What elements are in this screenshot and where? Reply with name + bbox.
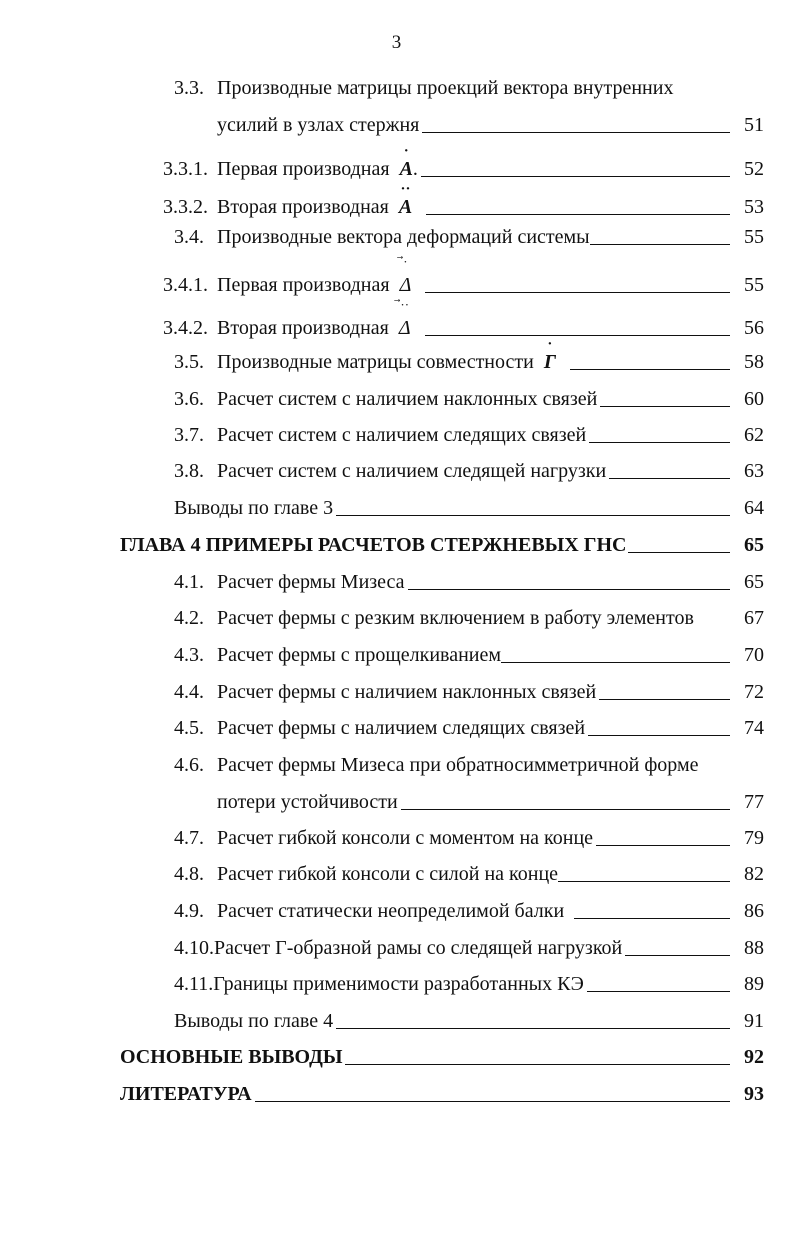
toc-entry-number: 3.4.2. xyxy=(163,317,208,339)
toc-page-number: 52 xyxy=(744,158,764,180)
toc-entry-title: Расчет фермы Мизеса xyxy=(217,571,405,593)
toc-entry-number: 4.5. xyxy=(174,717,204,739)
toc-entry-title: Выводы по главе 4 xyxy=(174,1010,334,1032)
toc-entry-main-conclusions[interactable] xyxy=(120,1045,764,1069)
toc-entry-number: 3.5. xyxy=(174,351,204,373)
toc-entry-number: 3.6. xyxy=(174,388,204,410)
toc-entry-title: Расчет фермы с резким включением в работу элементов xyxy=(217,607,694,629)
toc-page-number: 67 xyxy=(744,607,764,629)
toc-page-number: 64 xyxy=(744,497,764,519)
toc-page-number: 51 xyxy=(744,114,764,136)
toc-entry-4-10[interactable] xyxy=(174,936,764,960)
toc-chapter-title: ЛИТЕРАТУРА xyxy=(120,1083,252,1105)
toc-entry-literature[interactable] xyxy=(120,1082,764,1106)
dot-leader xyxy=(425,292,730,293)
toc-page-number: 70 xyxy=(744,644,764,666)
toc-entry-4-1[interactable] xyxy=(174,570,764,594)
toc-entry-3-3[interactable] xyxy=(174,76,764,100)
toc-page-number: 55 xyxy=(744,274,764,296)
derivative-symbol: ·· A xyxy=(398,181,413,218)
toc-entry-title: Вторая производная xyxy=(217,196,389,218)
toc-page-number: 56 xyxy=(744,317,764,339)
toc-entry-3-3-1[interactable] xyxy=(163,143,764,181)
toc-page-number: 77 xyxy=(744,791,764,813)
toc-entry-title: Расчет статически неопределимой балки xyxy=(217,900,565,922)
dot-leader xyxy=(609,478,730,479)
toc-page-number: 65 xyxy=(744,534,764,556)
toc-entry-title: Первая производная xyxy=(217,274,390,296)
derivative-symbol: · A xyxy=(399,143,413,180)
toc-entry-title: Расчет фермы с наличием следящих связей xyxy=(217,717,586,739)
toc-entry-4-4[interactable] xyxy=(174,680,764,704)
toc-entry-title: Расчет фермы с наличием наклонных связей xyxy=(217,681,597,703)
derivative-symbol: · Γ xyxy=(543,336,556,373)
toc-entry-suffix: . xyxy=(412,158,418,180)
toc-page-number: 74 xyxy=(744,717,764,739)
toc-entry-3-3-2[interactable] xyxy=(163,181,764,219)
toc-entry-3-8[interactable] xyxy=(174,459,764,483)
toc-entry-title: Вторая производная xyxy=(217,317,389,339)
toc-entry-title: Расчет систем с наличием следящих связей xyxy=(217,424,587,446)
toc-entry-4-7[interactable] xyxy=(174,826,764,850)
toc-page-number: 60 xyxy=(744,388,764,410)
toc-entry-number: 4.4. xyxy=(174,681,204,703)
toc-entry-4-2[interactable] xyxy=(174,606,764,630)
toc-entry-4-11[interactable] xyxy=(174,972,764,996)
toc-entry-title: Расчет систем с наличием наклонных связей xyxy=(217,388,598,410)
dot-leader xyxy=(588,735,730,736)
toc-entry-title: Производные матрицы проекций вектора внутренних xyxy=(217,77,674,99)
toc-page-number: 63 xyxy=(744,460,764,482)
toc-entry-3-4-1[interactable] xyxy=(163,254,764,297)
toc-entry-4-3[interactable] xyxy=(174,643,764,667)
toc-entry-title: Первая производная xyxy=(217,158,390,180)
toc-entry-chapter-4[interactable] xyxy=(120,533,764,557)
toc-entry-number: 3.3.2. xyxy=(163,196,208,218)
toc-entry-number: 4.6. xyxy=(174,754,204,776)
toc-entry-title: Расчет фермы Мизеса при обратносимметричной форме xyxy=(217,754,699,776)
toc-page-number: 65 xyxy=(744,571,764,593)
toc-entry-3-4[interactable] xyxy=(174,225,764,249)
toc-page-number: 82 xyxy=(744,863,764,885)
dot-leader xyxy=(628,552,730,553)
dot-leader xyxy=(589,442,730,443)
toc-entry-title: Расчет систем с наличием следящей нагрузки xyxy=(217,460,607,482)
dot-leader xyxy=(425,335,730,336)
toc-entry-3-3-continuation[interactable] xyxy=(217,113,764,137)
toc-entry-number: 3.4. xyxy=(174,226,204,248)
derivative-symbol: ⃗· Δ xyxy=(399,254,412,296)
toc-entry-number: 4.9. xyxy=(174,900,204,922)
dot-leader xyxy=(401,809,730,810)
toc-entry-title: Расчет гибкой консоли с силой на конце xyxy=(217,863,559,885)
dot-leader xyxy=(336,1028,730,1029)
toc-entry-number: 3.3. xyxy=(174,77,204,99)
toc-page-number: 92 xyxy=(744,1046,764,1068)
toc-page-number: 93 xyxy=(744,1083,764,1105)
toc-page-number: 53 xyxy=(744,196,764,218)
dot-leader xyxy=(596,845,730,846)
toc-entry-3-7[interactable] xyxy=(174,423,764,447)
toc-entry-3-4-2[interactable] xyxy=(163,297,764,340)
toc-entry-title: Границы применимости разработанных КЭ xyxy=(213,973,584,995)
toc-entry-title: Выводы по главе 3 xyxy=(174,497,334,519)
toc-entry-number: 3.3.1. xyxy=(163,158,208,180)
toc-page-number: 55 xyxy=(744,226,764,248)
toc-chapter-title: ОСНОВНЫЕ ВЫВОДЫ xyxy=(120,1046,343,1068)
dot-leader xyxy=(558,881,730,882)
toc-entry-title: Расчет гибкой консоли с моментом на конце xyxy=(217,827,594,849)
toc-page-number: 88 xyxy=(744,937,764,959)
toc-page-number: 62 xyxy=(744,424,764,446)
dot-leader xyxy=(574,918,730,919)
toc-entry-3-6[interactable] xyxy=(174,387,764,411)
toc-entry-4-5[interactable] xyxy=(174,716,764,740)
toc-entry-4-9[interactable] xyxy=(174,899,764,923)
toc-entry-number: 4.10. xyxy=(174,937,214,959)
toc-entry-number: 4.7. xyxy=(174,827,204,849)
toc-entry-chapter-4-conclusions[interactable] xyxy=(174,1009,764,1033)
toc-page-number: 89 xyxy=(744,973,764,995)
dot-leader xyxy=(599,699,730,700)
dot-leader xyxy=(570,369,730,370)
toc-page-number: 72 xyxy=(744,681,764,703)
toc-entry-4-6[interactable] xyxy=(174,753,764,777)
dot-leader xyxy=(345,1064,730,1065)
toc-entry-3-5[interactable] xyxy=(174,336,764,374)
toc-entry-number: 4.2. xyxy=(174,607,204,629)
toc-entry-number: 4.3. xyxy=(174,644,204,666)
toc-entry-number: 4.8. xyxy=(174,863,204,885)
toc-entry-chapter-3-conclusions[interactable] xyxy=(174,496,764,520)
dot-leader xyxy=(600,406,730,407)
dot-leader xyxy=(336,515,730,516)
dot-leader xyxy=(501,662,730,663)
toc-entry-title-continuation: усилий в узлах стержня xyxy=(217,114,420,136)
toc-entry-4-6-continuation[interactable] xyxy=(217,790,764,814)
toc-entry-title: Производные матрицы совместности xyxy=(217,351,534,373)
toc-entry-title: Производные вектора деформаций системы xyxy=(217,226,590,248)
dot-leader xyxy=(587,991,730,992)
toc-entry-number: 3.4.1. xyxy=(163,274,208,296)
dot-leader xyxy=(590,244,730,245)
dot-leader xyxy=(255,1101,730,1102)
toc-entry-4-8[interactable] xyxy=(174,862,764,886)
page-number: 3 xyxy=(391,32,402,53)
toc-page-number: 79 xyxy=(744,827,764,849)
dot-leader xyxy=(421,176,730,177)
toc-entry-number: 4.11. xyxy=(174,973,214,995)
derivative-symbol: ⃗·· Δ xyxy=(398,297,411,339)
toc-entry-number: 3.7. xyxy=(174,424,204,446)
toc-entry-number: 3.8. xyxy=(174,460,204,482)
toc-entry-title-continuation: потери устойчивости xyxy=(217,791,398,813)
toc-page-number: 58 xyxy=(744,351,764,373)
dot-leader xyxy=(408,589,730,590)
dot-leader xyxy=(625,955,730,956)
dot-leader xyxy=(422,132,730,133)
toc-chapter-title: ГЛАВА 4 ПРИМЕРЫ РАСЧЕТОВ СТЕРЖНЕВЫХ ГНС xyxy=(120,534,627,556)
toc-entry-title: Расчет фермы с прощелкиванием xyxy=(217,644,502,666)
toc-entry-title: Расчет Г-образной рамы со следящей нагрузкой xyxy=(214,937,623,959)
toc-page-number: 86 xyxy=(744,900,764,922)
toc-page-number: 91 xyxy=(744,1010,764,1032)
toc-entry-number: 4.1. xyxy=(174,571,204,593)
dot-leader xyxy=(426,214,730,215)
